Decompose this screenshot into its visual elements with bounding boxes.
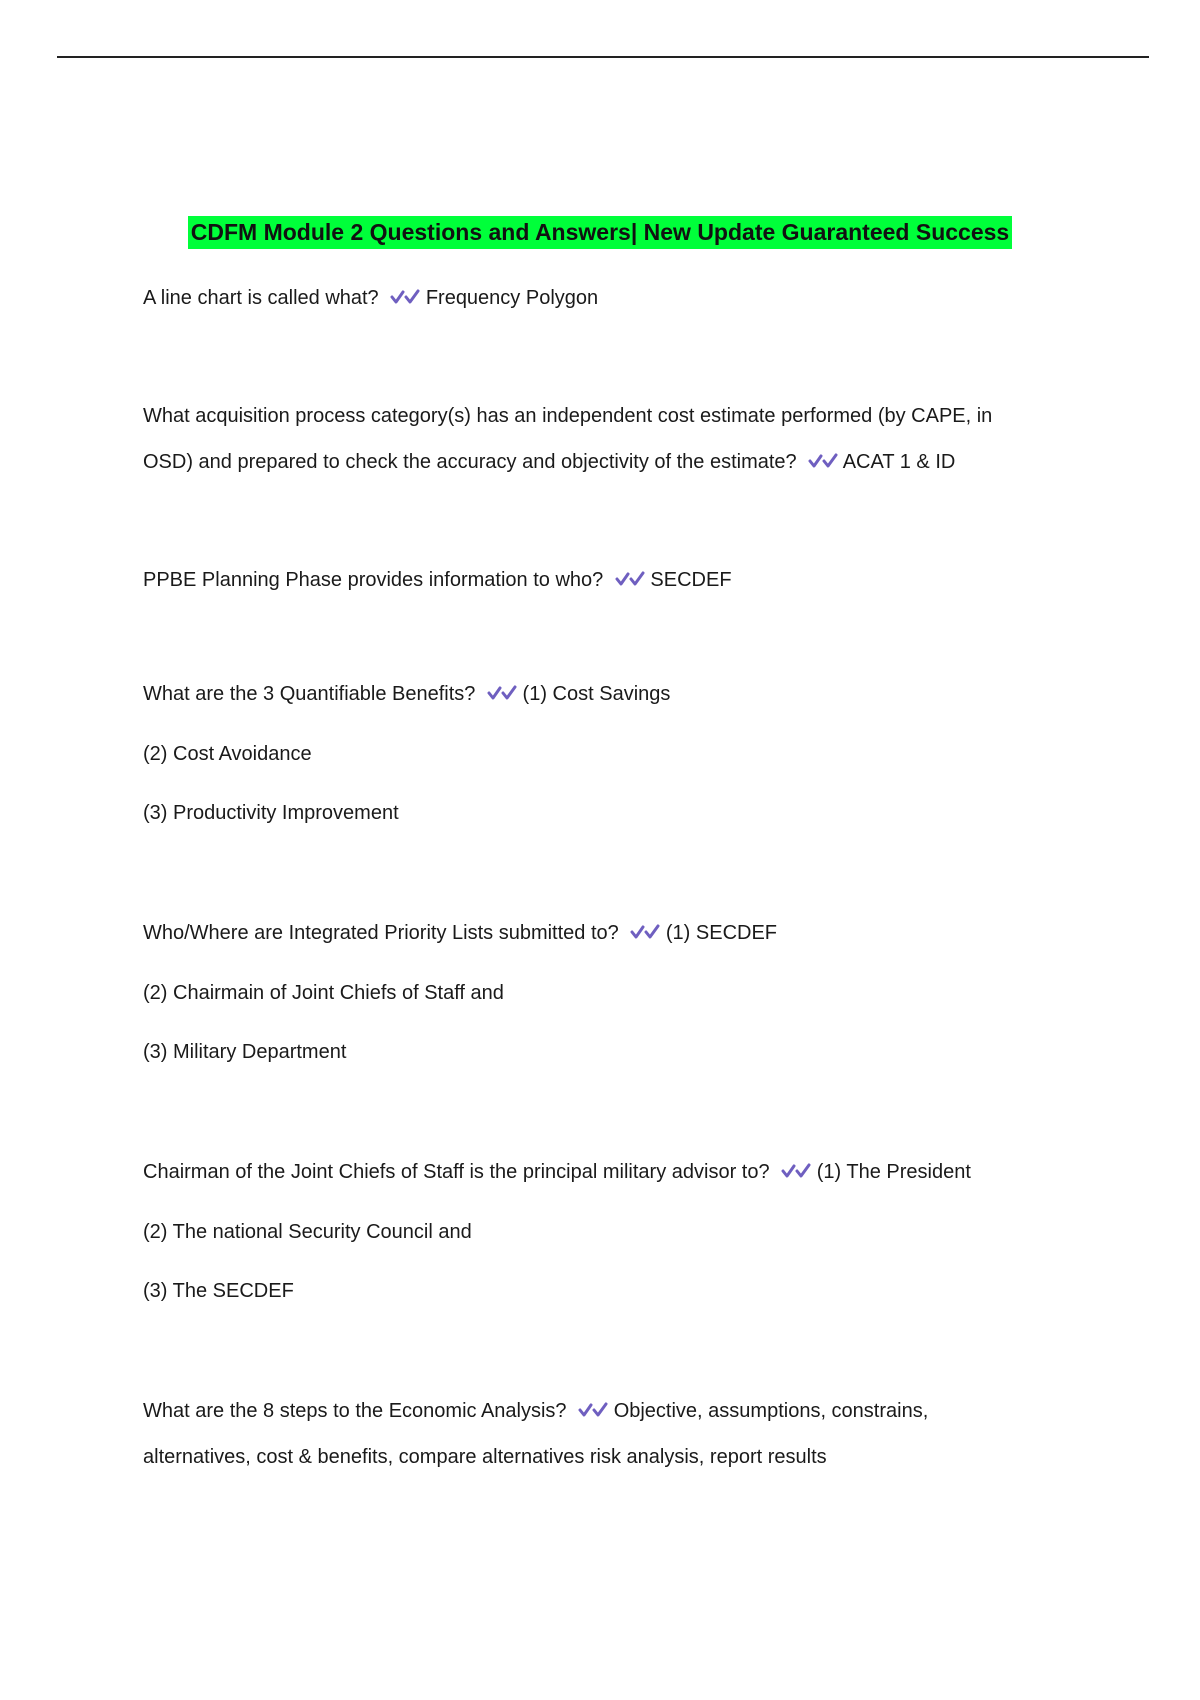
answer-text: (1) SECDEF [665, 922, 778, 944]
answer-line: alternatives, cost & benefits, compare alternatives risk analysis, report results [143, 1446, 827, 1468]
answer-line: (2) The national Security Council and [143, 1221, 472, 1243]
question-text: Chairman of the Joint Chiefs of Staff is the principal military advisor to? [143, 1161, 770, 1183]
checkmark-icon [578, 1399, 608, 1421]
checkmark-icon [615, 568, 645, 590]
answer-text: (1) Cost Savings [522, 683, 671, 705]
answer-text: Objective, assumptions, constrains, [613, 1400, 929, 1422]
qa-item [143, 1397, 1083, 1471]
checkmark-icon [390, 286, 420, 308]
qa-line [143, 1397, 1083, 1425]
qa-line [143, 448, 1083, 476]
question-text: Who/Where are Integrated Priority Lists submitted to? [143, 922, 619, 944]
qa-item [143, 284, 1083, 312]
answer-line: (2) Chairmain of Joint Chiefs of Staff and [143, 982, 504, 1004]
answer-line: (3) The SECDEF [143, 1280, 294, 1302]
checkmark-icon [487, 682, 517, 704]
answer-text: SECDEF [650, 569, 732, 591]
question-text: What acquisition process category(s) has an independent cost estimate performed (by CAPE, in [143, 405, 993, 427]
title-wrap [0, 216, 1200, 249]
question-text: What are the 8 steps to the Economic Analysis? [143, 1400, 567, 1422]
qa-line [143, 284, 1083, 312]
answer-text: Frequency Polygon [425, 287, 599, 309]
qa-line [143, 680, 1083, 708]
answer-text: ACAT 1 & ID [842, 451, 956, 473]
question-text: OSD) and prepared to check the accuracy and objectivity of the estimate? [143, 451, 797, 473]
question-text: What are the 3 Quantifiable Benefits? [143, 683, 476, 705]
qa-line [143, 1158, 1083, 1186]
qa-line [143, 402, 1083, 430]
qa-item [143, 919, 1083, 1066]
top-rule [57, 56, 1149, 58]
answer-line: (3) Productivity Improvement [143, 802, 399, 824]
qa-item [143, 402, 1083, 476]
qa-content [143, 284, 1083, 1471]
qa-item [143, 680, 1083, 827]
checkmark-icon [781, 1160, 811, 1182]
answer-line: (3) Military Department [143, 1041, 347, 1063]
question-text: A line chart is called what? [143, 287, 379, 309]
qa-item [143, 1158, 1083, 1305]
qa-line [143, 566, 1083, 594]
question-text: PPBE Planning Phase provides information to who? [143, 569, 604, 591]
answer-line: (2) Cost Avoidance [143, 743, 312, 765]
qa-item [143, 566, 1083, 594]
qa-line [143, 919, 1083, 947]
checkmark-icon [808, 450, 838, 472]
checkmark-icon [630, 921, 660, 943]
answer-text: (1) The President [816, 1161, 971, 1183]
document-title: CDFM Module 2 Questions and Answers| New Update Guaranteed Success [188, 216, 1012, 249]
